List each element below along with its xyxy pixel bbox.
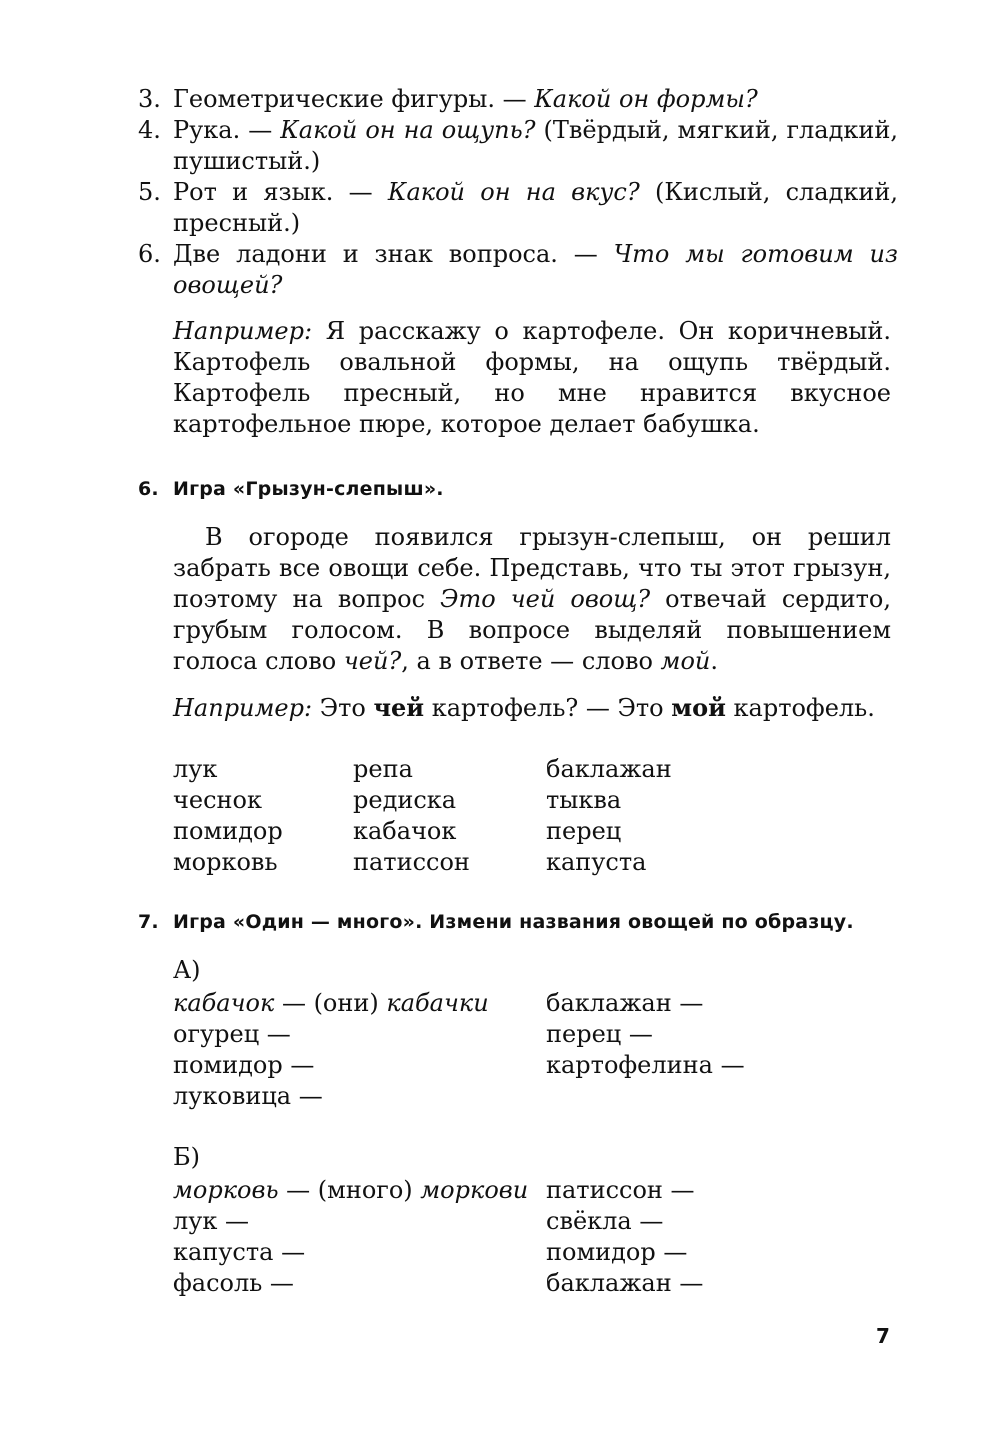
example-label: Например: [173,694,313,722]
list-number: 4. [138,116,161,144]
section-label: Б) [173,1143,200,1171]
list-text: Рука. — [173,116,281,144]
list-question: Что мы готовим из овощей? [173,240,899,299]
numbered-list [138,84,898,301]
list-item [138,177,898,239]
list-text: Две ладони и знак вопроса. — [173,240,614,268]
example-text: Я расскажу о картофеле. Он коричневый. Картофель овальной формы, на ощупь твёрдый. Картофель пресный, но мне нравится вкусное картофельное пюре, которое делает бабушка. [173,317,891,438]
list-item: помидор — картофелина — [173,1051,745,1079]
list-item: луковица — [173,1082,323,1110]
list-item: капуста — помидор — [173,1238,688,1266]
task-6-heading [138,478,444,500]
list-item [138,84,898,115]
list-item: кабачок — (они) кабачки баклажан — [173,989,704,1017]
list-number: 3. [138,85,161,113]
list-item: фасоль — баклажан — [173,1269,704,1297]
list-item: чеснок редиска тыква [173,786,622,814]
list-item [138,115,898,177]
list-question: Какой он на вкус? [387,178,640,206]
task-number: 7. [138,911,159,933]
task-6-body [173,522,891,677]
list-question: Какой он на ощупь? [280,116,536,144]
page-number: 7 [876,1324,890,1348]
list-item: лук репа баклажан [173,755,672,783]
task-6-example: Например: Это чей картофель? — Это мой картофель. [173,693,875,722]
section-label: А) [173,956,201,984]
list-text: Геометрические фигуры. — [173,85,535,113]
list-item: морковь патиссон капуста [173,848,647,876]
task-7-heading [138,911,854,933]
task-7-section-a [173,955,813,1112]
task-title: Игра «Грызун-слепыш». [173,478,444,500]
task-title: Игра «Один — много». Измени названия овощей по образцу. [173,911,854,933]
list-item [138,239,898,301]
list-item: огурец — перец — [173,1020,653,1048]
list-question: Какой он формы? [534,85,758,113]
vegetable-word-grid [173,754,793,878]
list-number: 6. [138,240,161,268]
list-number: 5. [138,178,161,206]
example-label: Например: [173,317,313,345]
task-7-section-b [173,1142,813,1299]
list-extra: (Кислый, сладкий, пресный.) [173,178,898,237]
task-number: 6. [138,478,159,500]
list-item: лук — свёкла — [173,1207,664,1235]
list-item: помидор кабачок перец [173,817,622,845]
task-6-instructions: В огороде появился грызун-слепыш, он решил забрать все овощи себе. Представь, что ты этот грызун, поэтому на вопрос Это чей овощ? отвечай сердито, грубым голосом. В вопросе выделяй повышением голоса слово чей?, а в ответе — слово мой. [173,523,891,675]
list-item: морковь — (много) моркови патиссон — [173,1176,695,1204]
list-extra: (Твёрдый, мягкий, гладкий, пушистый.) [173,116,899,175]
example-paragraph [173,316,891,440]
list-text: Рот и язык. — [173,178,388,206]
